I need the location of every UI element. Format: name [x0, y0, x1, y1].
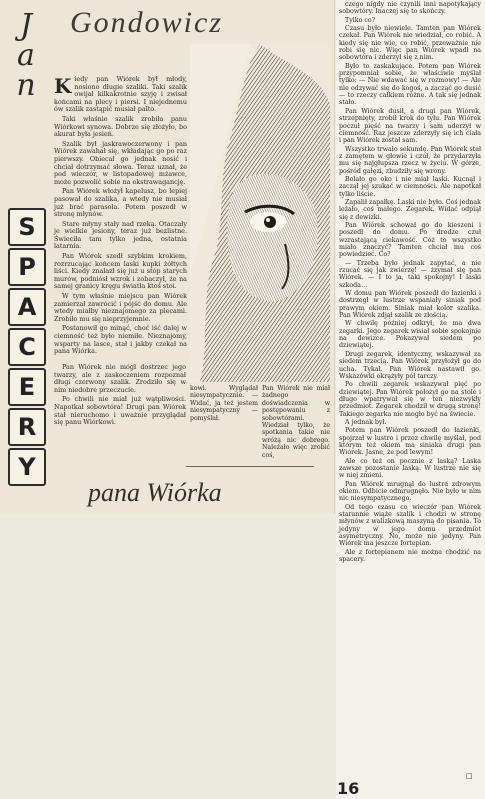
- story-right-paragraph: Wszystko trwało sekundę. Pan Wiórek stał z zamętem w głowie i czuł, że przydarzyła mu się najgłupsza rzecz w życiu. W górze, pośród gałęzi, zbudziły się wrony.: [339, 145, 481, 175]
- story-column-left: [54, 76, 187, 358]
- page-number: 16: [337, 779, 360, 798]
- story-right-paragraph: Po chwili zegarek wskazywał pięć po dziewiątej. Pan Wiórek położył go na stole i długo wpatrywał się w ten niezwykły przedmiot. Zegarek chodził w drugą stronę! Takiego zegarka nie mogło być na świecie.: [339, 381, 481, 418]
- story-right-paragraph: Było to zaskakujące. Potem pan Wiórek przypomniał sobie, że właściwie myślał tylko: — Nie wdawać się w rozmowy! — Ale nie odzywać się do kogoś, a zacząć go dusić — to rzeczy całkiem różne. A tak się jednak stało.: [339, 62, 481, 107]
- story-right-paragraph: Tylko co?: [345, 16, 376, 24]
- story-right-paragraph: Od tego czasu co wieczór pan Wiórek starannie wiąże szalik i chodzi w stronę młynów z walizkową maszyną do pisania. To jedyny w jego domu przedmiot asymetryczny. No, może nie jedyny. Pan Wiórek ma jeszcze fortepian.: [339, 503, 481, 548]
- story-right-paragraph: Bolało go oko i nie miał laski. Kucnął i zaczął jej szukać w ciemności. Ale napotkał tylko liście.: [339, 175, 481, 198]
- story-right-paragraph: Ale z fortepianem nie można chodzić na spacery.: [339, 548, 481, 564]
- story-left-paragraph: Stare młyny stały nad rzeką. Otaczały je wielkie jesiony, teraz już bezlistne. Świeciła tam tylko jedna, ostatnia latarnia.: [54, 219, 187, 251]
- story-right-paragraph: W domu pan Wiórek poszedł do łazienki i dostrzegł w lustrze wspaniały siniak pod prawym okiem. Siniak miał kolor szalika. Pan Wiórek zdjął szalik ze złością.: [339, 290, 481, 320]
- story-left-paragraph: Pan Wiórek szedł szybkim krokiem, rozrzucając końcem laski kupki żółtych liści. Kiedy znalazł się już u stóp starych murów, podniósł wzrok i zobaczył, że na samej granicy kręgu światła ktoś stoi.: [54, 252, 187, 291]
- series-letter: A: [8, 288, 46, 326]
- series-letter: C: [8, 328, 46, 366]
- end-mark: □: [466, 772, 473, 780]
- portrait-illustration: [190, 44, 330, 382]
- story-left-paragraph: Postanowił go minąć, choć iść dalej w ciemność też było niemiłe. Nieznajomy, wsparty na lasce, stał i jakby czekał na pana Wiórka.: [54, 324, 187, 356]
- series-letter: Y: [8, 448, 46, 486]
- author-first-letter: a: [17, 38, 35, 73]
- story-right-paragraph: Zapalił zapałkę. Laski nie było. Coś jednak leżało, coś małego. Zegarek. Widać odpiął się z dewizki.: [339, 198, 481, 221]
- caption-part-2: Pan Wiórek nie miał żadnego doświadczenia w postępowaniu z sobowtórami. Wiedział tylko, że spotkania takie nie wróżą nic dobrego. Należało więc zrobić coś,: [262, 385, 330, 459]
- series-letter: E: [8, 368, 46, 406]
- story-right-paragraph: A jednak był.: [345, 418, 387, 426]
- story-left-paragraph: W tym właśnie miejscu pan Wiórek zamierzał zawrócić i pójść do domu. Ale wtedy miałby nieznajomego za plecami. Zrobiło mu się nieprzyjemnie.: [54, 292, 187, 323]
- story-left-paragraph: Szalik był jaskrawoczerwony i pan Wiórek zawahał się, wkładając go po raz pierwszy. Obiecał go jednak nosić i chciał dotrzymać słowa. Teraz uznał, że pod wieczór, w listopadowej mżawce, może pozwolić sobie na ekstrawagancję.: [54, 139, 187, 186]
- story-right-paragraph: Czasu było niewiele. Tamten pan Wiórek czekał. Pan Wiórek nie wiedział, co robić. A kiedy się nie wie, co robić, przeważnie nie robi się nic. Więc pan Wiórek wpadł na sobowtóra i zderzył się z nim.: [339, 25, 481, 62]
- left-clipping: [0, 0, 335, 514]
- story-left-lower-paragraph: Pan Wiórek nie mógł dostrzec jego twarzy, ale z zaskoczeniem rozpoznał długi czerwony szalik. Zrodziło się w nim niedobre przeczucie.: [54, 363, 186, 394]
- author-first-letter: n: [16, 68, 36, 103]
- story-column-left-lower: [54, 364, 186, 429]
- author-surname: Gondowicz: [70, 6, 223, 39]
- story-right-paragraph: Pan Wiórek schował go do kieszeni i poszedł do domu. Po drodze czuł wzrastającą ciekawość. Cóż to wszystko miało znaczyć? Tamten chciał mu coś powiedzieć. Co?: [339, 221, 481, 259]
- portrait-caption: [190, 385, 330, 459]
- story-title-bottom: pana Wiórka: [88, 478, 222, 507]
- story-right-paragraph: W chwilę później odkrył, że ma dwa zegarki. Jego zegarek wisiał sobie spokojnie na dewizce. Pokazywał siedem po dziewiątej.: [339, 320, 481, 350]
- story-right-paragraph: Drugi zegarek, identyczny, wskazywał za siedem trzecią. Pan Wiórek przyłożył go do ucha. Tykał. Pan Wiórek nastawił go. Wskazówki okrążyły pół tarczy.: [339, 350, 481, 380]
- story-right-paragraph: Pan Wiórek mrugnął do lustra zdrowym okiem. Odbicie odmrugnęło. Nie było w nim nic niesympatycznego.: [339, 480, 481, 503]
- story-column-right: [339, 1, 481, 564]
- series-letter: P: [8, 248, 46, 286]
- series-title-vertical: [0, 0, 50, 514]
- story-right-paragraph: czego nigdy nie czynili inni napotykający sobowtóry. Inaczej się to skończy.: [339, 1, 481, 16]
- series-letter: S: [8, 208, 46, 246]
- author-first-letter: J: [19, 8, 33, 43]
- story-right-paragraph: Potem pan Wiórek poszedł do łazienki, spojrzał w lustro i przez chwilę myślał, pod którym też okiem ma siniaka drugi pan Wiórek. Jasne, że pod lewym!: [339, 427, 481, 457]
- story-right-paragraph: Pan Wiórek dusił, a drugi pan Wiórek, strzepnięty, zrobił krok do tyłu. Pan Wiórek poczuł pięść na twarzy i sam uderzył w ciemność. Raz jeszcze zderzyły się ich ciała i pan Wiórek został sam.: [339, 107, 481, 145]
- story-right-paragraph: Ale co też on pocznie z laską? Laska zawsze pozostanie laską. W lustrze nie się w niej zmieni.: [339, 457, 481, 480]
- title-rule: [186, 466, 314, 467]
- story-right-paragraph: — Trzeba było jednak zapytać, a nie rzucać się jak zwierzę! — żzymał się pan Wiórek. — I to ja, taki spokojny! I laski szkoda…: [339, 259, 481, 289]
- caption-part-1: kowi. Wyglądał niesympatycznie. — Widać, ja też jestem niesympatyczny — pomyślał.: [190, 385, 258, 422]
- series-letter: R: [8, 408, 46, 446]
- drop-cap: K: [54, 74, 72, 98]
- story-left-paragraph: Kiedy pan Wiórek był młody, nosiono długie szaliki. Taki szalik owijał kilkakrotnie szyję i zwisał końcami na plecy i piersi. I niejednemu ów szalik zastąpić musiał palto.: [54, 74, 187, 114]
- story-left-paragraph: Taki właśnie szalik zrobiła panu Wiórkowi synowa. Dobrze się złożyło, bo akurat była jesień.: [54, 114, 187, 139]
- story-left-lower-paragraph: Po chwili nie miał już wątpliwości. Napotkał sobowtóra! Drugi pan Wiórek stał nieruchomo i uważnie przyglądał się panu Wiórkowi.: [54, 395, 186, 427]
- story-left-paragraph: Pan Wiórek włożył kapelusz, bo lepiej pasował do szalika, a wtedy nie musiał już brać parasola. Potem poszedł w stronę młynów.: [54, 187, 187, 219]
